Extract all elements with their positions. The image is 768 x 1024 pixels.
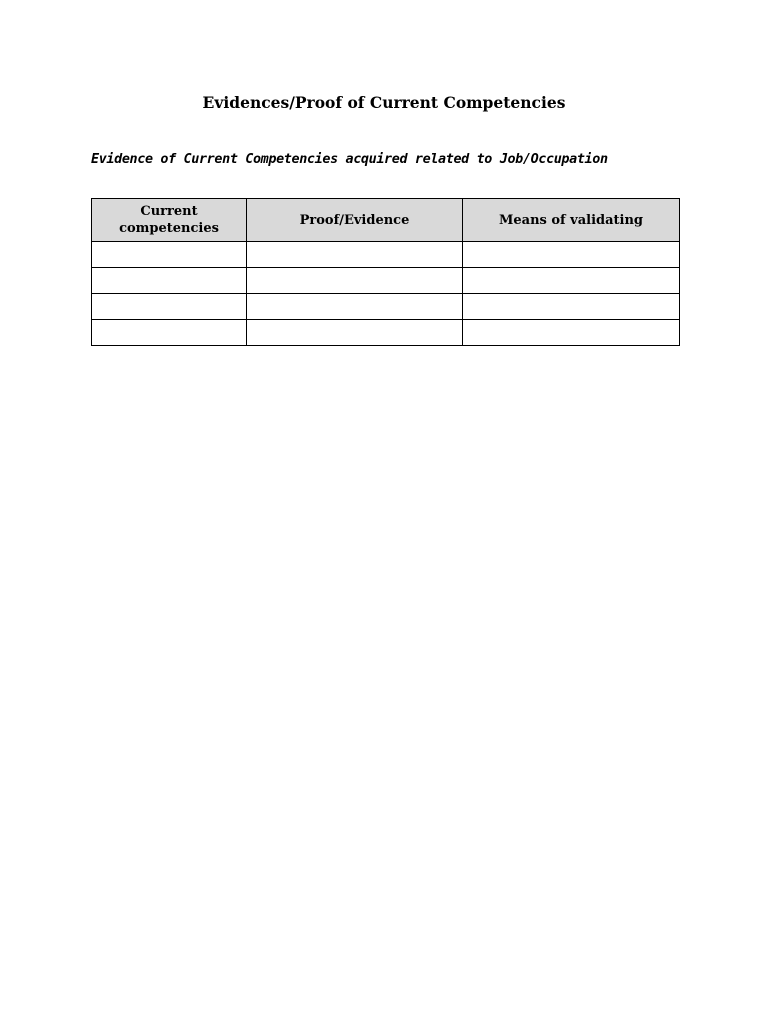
table-row (92, 268, 680, 294)
table-cell-means-of-validating[interactable] (463, 242, 680, 268)
page-title: Evidences/Proof of Current Competencies (202, 93, 566, 112)
column-header-current-competencies: Current competencies (92, 199, 247, 242)
column-header-proof-evidence: Proof/Evidence (247, 199, 463, 242)
column-header-means-of-validating: Means of validating (463, 199, 680, 242)
table-row (92, 320, 680, 346)
table-cell-current-competencies[interactable] (92, 320, 247, 346)
table-cell-proof-evidence[interactable] (247, 294, 463, 320)
table-header-row (92, 199, 680, 242)
table-cell-means-of-validating[interactable] (463, 294, 680, 320)
section-heading: Evidence of Current Competencies acquired related to Job/Occupation (91, 152, 608, 167)
table-cell-proof-evidence[interactable] (247, 320, 463, 346)
table-row (92, 294, 680, 320)
table-cell-current-competencies[interactable] (92, 294, 247, 320)
table-cell-current-competencies[interactable] (92, 268, 247, 294)
table-cell-current-competencies[interactable] (92, 242, 247, 268)
table-row (92, 242, 680, 268)
table-cell-means-of-validating[interactable] (463, 268, 680, 294)
table-cell-means-of-validating[interactable] (463, 320, 680, 346)
evidence-table (91, 198, 680, 346)
table-cell-proof-evidence[interactable] (247, 242, 463, 268)
table-cell-proof-evidence[interactable] (247, 268, 463, 294)
